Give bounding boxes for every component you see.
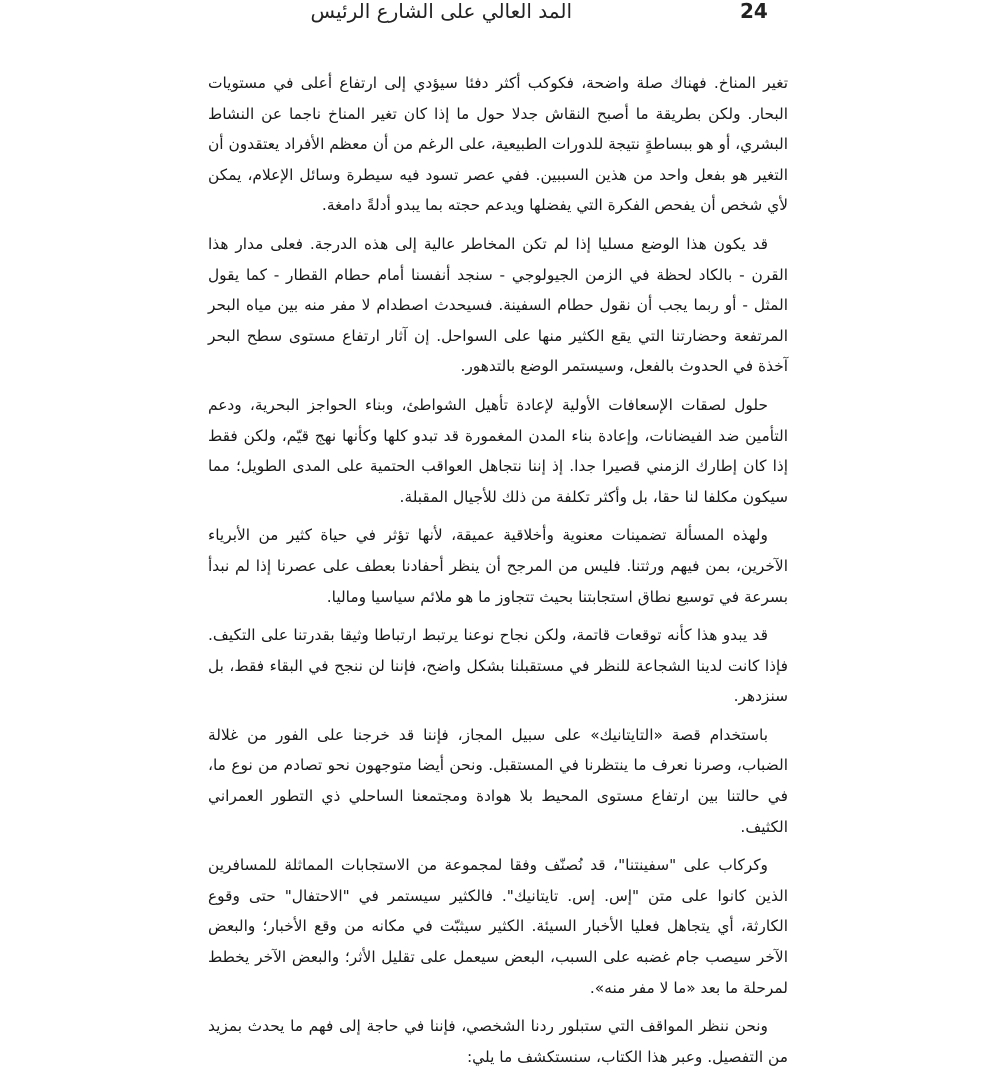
paragraph-6: باستخدام قصة «التايتانيك» على سبيل المجاز، فإننا قد خرجنا على الفور من غلالة الضباب، وصرنا نعرف ما ينتظرنا في المستقبل. ونحن أيضا متوجهون نحو تصادم من نوع ما، في حالتنا بين ارتفاع مستوى المحيط بلا هوادة ومجتمعنا الساحلي ذي التطور العمراني الكثيف. — [208, 725, 788, 836]
paragraph-3: حلول لصقات الإسعافات الأولية لإعادة تأهيل الشواطئ، وبناء الحواجز البحرية، ودعم التأمين ضد الفيضانات، وإعادة بناء المدن المغمورة قد تبدو كلها وكأنها نهج قيّم، ولكن فقط إذا كان إطارك الزمني قصيرا جدا. إذ إننا نتجاهل العواقب الحتمية على المدى الطويل؛ مما سيكون مكلفا لنا حقا، بل وأكثر تكلفة من ذلك للأجيال المقبلة. — [208, 395, 788, 506]
paragraph-8: ونحن ننظر المواقف التي ستبلور ردنا الشخصي، فإننا في حاجة إلى فهم ما يحدث بمزيد من التفصيل. وعبر هذا الكتاب، سنستكشف ما يلي: — [208, 1017, 788, 1066]
running-title: المد العالي على الشارع الرئيس — [310, 0, 572, 23]
running-header — [210, 0, 780, 28]
paragraph-2: قد يكون هذا الوضع مسليا إذا لم تكن المخاطر عالية إلى هذه الدرجة. فعلى مدار هذا القرن - بالكاد لحظة في الزمن الجيولوجي - سنجد أنفسنا أمام حطام القطار - كما يقول المثل - أو ربما يجب أن نقول حطام السفينة. فسيحدث اصطدام لا مفر منه بين مياه البحر المرتفعة وحضارتنا التي يقع الكثير منها على السواحل. إن آثار ارتفاع مستوى سطح البحر آخذة في الحدوث بالفعل، وسيستمر الوضع بالتدهور. — [208, 234, 788, 376]
body-text — [208, 68, 788, 1080]
paragraph-1: تغير المناخ. فهناك صلة واضحة، فكوكب أكثر دفئا سيؤدي إلى ارتفاع أعلى في مستويات البحار. ولكن بطريقة ما أصبح النقاش جدلا حول ما إذا كان تغير المناخ ناجما عن النشاط البشري، أو هو ببساطةٍ نتيجة للدورات الطبيعية، على الرغم من أن معظم الأفراد يعتقدون أن التغير هو بفعل واحد من هذين السببين. ففي عصر تسود فيه سيطرة وسائل الإعلام، يمكن لأي شخص أن يفحص الفكرة التي يفضلها ويدعم حجته بما يبدو أدلةً دامغة. — [208, 74, 788, 215]
paragraph-4: ولهذه المسألة تضمينات معنوية وأخلاقية عميقة، لأنها تؤثر في حياة كثير من الأبرياء الآخرين، بمن فيهم ورثتنا. فليس من المرجح أن ينظر أحفادنا بعطف على عصرنا إذا لم نبدأ بسرعة في توسيع نطاق استجابتنا بحيث تتجاوز ما هو ملائم سياسيا وماليا. — [208, 526, 788, 606]
page-number: 24 — [740, 0, 768, 23]
paragraph-7: وكركاب على "سفينتنا"، قد نُصنّف وفقا لمجموعة من الاستجابات المماثلة للمسافرين الذين كانوا على متن "إس. إس. تايتانيك". فالكثير سيستمر في "الاحتفال" حتى وقوع الكارثة، أي يتجاهل فعليا الأخبار السيئة. الكثير سيثبّت في مكانه من وقع الأخبار؛ والبعض الآخر سيصب جام غضبه على السبب، البعض سيعمل على تقليل الأثر؛ والبعض الآخر يخطط لمرحلة ما بعد «ما لا مفر منه». — [208, 856, 788, 997]
paragraph-5: قد يبدو هذا كأنه توقعات قاتمة، ولكن نجاح نوعنا يرتبط ارتباطا وثيقا بقدرتنا على التكيف. فإذا كانت لدينا الشجاعة للنظر في مستقبلنا بشكل واضح، فإننا لن ننجح في البقاء فقط، بل سنزدهر. — [208, 626, 788, 706]
